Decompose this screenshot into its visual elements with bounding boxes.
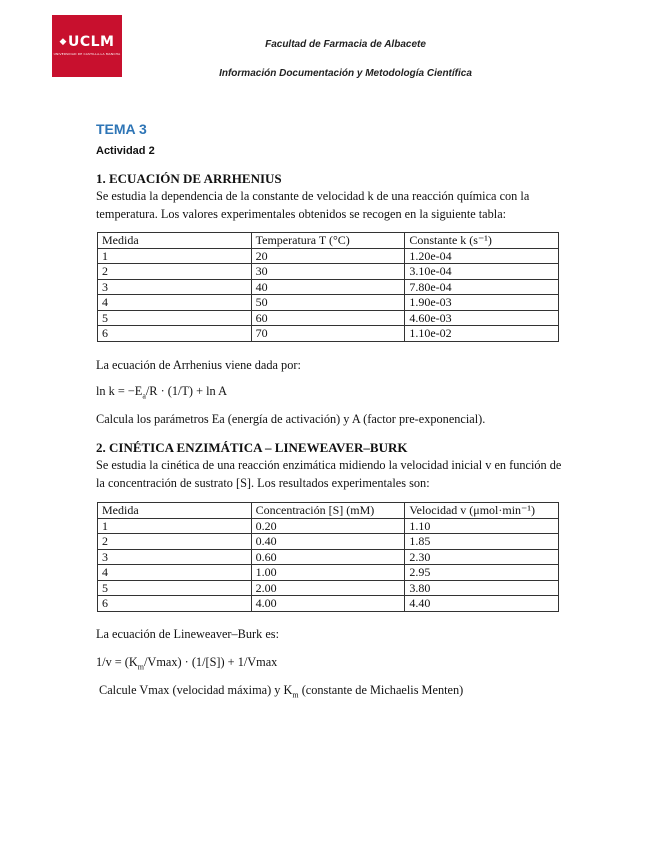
column-header: Concentración [S] (mM)	[251, 503, 405, 519]
table-cell: 7.80e-04	[405, 279, 559, 295]
table-cell: 5	[98, 310, 252, 326]
table-row	[98, 580, 559, 596]
table-row	[98, 248, 559, 264]
logo-subtext: UNIVERSIDAD DE CASTILLA-LA MANCHA	[53, 52, 121, 56]
table-row	[98, 279, 559, 295]
section1-heading: 1. ECUACIÓN DE ARRHENIUS	[96, 171, 282, 186]
equation-part: ln k = −E	[96, 384, 143, 398]
table-cell: 1.20e-04	[405, 248, 559, 264]
table-cell: 0.40	[251, 534, 405, 550]
section1-intro: Se estudia la dependencia de la constante de velocidad k de una reacción química con la temperatura. Los valores experimentales obtenidos se recogen en la siguiente tabla:	[96, 189, 530, 221]
equation-part: 1/v = (K	[96, 655, 138, 669]
table-header-row	[98, 503, 559, 519]
table-row	[98, 534, 559, 550]
table-cell: 4	[98, 565, 252, 581]
arrhenius-equation	[96, 384, 227, 399]
table-cell: 3	[98, 549, 252, 565]
table-row	[98, 310, 559, 326]
table-cell: 2.30	[405, 549, 559, 565]
lineweaver-eq-intro: La ecuación de Lineweaver–Burk es:	[96, 627, 280, 641]
table-cell: 4	[98, 295, 252, 311]
section2-heading: 2. CINÉTICA ENZIMÁTICA – LINEWEAVER–BURK	[96, 440, 408, 455]
table-row	[98, 295, 559, 311]
table-cell: 2.95	[405, 565, 559, 581]
table-cell: 4.60e-03	[405, 310, 559, 326]
lineweaver-table	[97, 502, 559, 612]
column-header: Velocidad v (μmol·min⁻¹)	[405, 503, 559, 519]
table-cell: 6	[98, 326, 252, 342]
table-row	[98, 596, 559, 612]
arrhenius-eq-intro: La ecuación de Arrhenius viene dada por:	[96, 358, 301, 372]
logo-text: ◆ UCLM	[52, 34, 122, 50]
task-part: Calcule Vmax (velocidad máxima) y K	[99, 683, 293, 697]
table-cell: 6	[98, 596, 252, 612]
table-cell: 3	[98, 279, 252, 295]
table-cell: 30	[251, 264, 405, 280]
table-row	[98, 326, 559, 342]
table-cell: 1.00	[251, 565, 405, 581]
column-header: Medida	[98, 503, 252, 519]
task-subscript: m	[292, 690, 299, 700]
table-cell: 2.00	[251, 580, 405, 596]
table-cell: 20	[251, 248, 405, 264]
table-row	[98, 264, 559, 280]
table-cell: 50	[251, 295, 405, 311]
lineweaver-task	[99, 683, 463, 698]
header-faculty: Facultad de Farmacia de Albacete	[265, 39, 426, 50]
arrhenius-table	[97, 232, 559, 342]
table-cell: 4.00	[251, 596, 405, 612]
table-cell: 1.10	[405, 518, 559, 534]
actividad-subtitle: Actividad 2	[96, 145, 155, 157]
equation-part: /Vmax) · (1/[S]) + 1/Vmax	[144, 655, 278, 669]
table-cell: 0.60	[251, 549, 405, 565]
table-cell: 40	[251, 279, 405, 295]
column-header: Constante k (s⁻¹)	[405, 233, 559, 249]
section2-intro: Se estudia la cinética de una reacción enzimática midiendo la velocidad inicial v en función de la concentración de sustrato [S]. Los resultados experimentales son:	[96, 458, 562, 490]
table-cell: 3.10e-04	[405, 264, 559, 280]
table-cell: 1.85	[405, 534, 559, 550]
header-course: Información Documentación y Metodología Científica	[219, 68, 472, 79]
equation-subscript: a	[142, 391, 146, 401]
table-cell: 70	[251, 326, 405, 342]
table-cell: 1	[98, 518, 252, 534]
column-header: Medida	[98, 233, 252, 249]
equation-subscript: m	[137, 662, 145, 672]
table-row	[98, 518, 559, 534]
table-header-row	[98, 233, 559, 249]
lineweaver-equation	[96, 655, 277, 670]
table-cell: 2	[98, 264, 252, 280]
table-row	[98, 565, 559, 581]
arrhenius-task: Calcula los parámetros Ea (energía de activación) y A (factor pre-exponencial).	[96, 412, 486, 426]
task-part: (constante de Michaelis Menten)	[298, 683, 464, 697]
table-row	[98, 549, 559, 565]
table-cell: 4.40	[405, 596, 559, 612]
table-cell: 1	[98, 248, 252, 264]
table-cell: 3.80	[405, 580, 559, 596]
equation-part: /R · (1/T) + ln A	[145, 384, 227, 398]
table-cell: 2	[98, 534, 252, 550]
column-header: Temperatura T (°C)	[251, 233, 405, 249]
tema-title: TEMA 3	[96, 121, 147, 137]
table-cell: 0.20	[251, 518, 405, 534]
table-cell: 5	[98, 580, 252, 596]
table-cell: 1.10e-02	[405, 326, 559, 342]
table-cell: 60	[251, 310, 405, 326]
table-cell: 1.90e-03	[405, 295, 559, 311]
